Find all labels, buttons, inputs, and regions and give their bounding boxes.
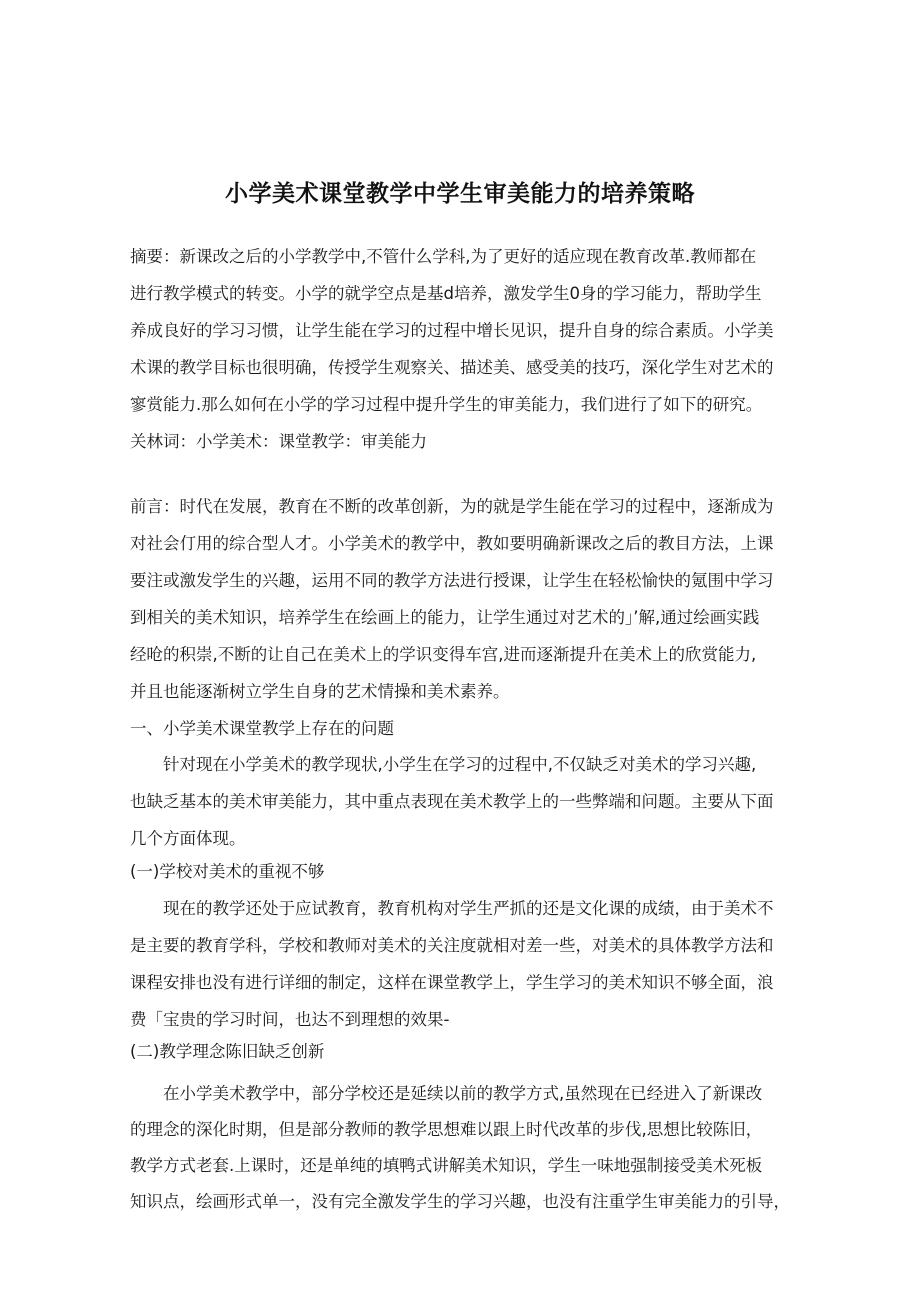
text-line: 在小学美术教学中，部分学校还是延续以前的教学方式,虽然现在已经进入了新课改	[163, 1084, 763, 1103]
text-line: 寥赏能力.那么如何在小学的学习过程中提升学生的审美能力，我们进行了如下的研究。	[130, 395, 763, 414]
text-line: 对社会仃用的综合型人才。小学美术的教学中，教如要明确新课改之后的教目方法，上课	[130, 534, 774, 553]
document-title: 小学美术课堂教学中学生审美能力的培养策略	[225, 181, 695, 207]
text-line: 到相关的美术知识，培养学生在绘画上的能力，让学生通过对艺术的」’解,通过绘画实践	[130, 608, 760, 627]
preface-paragraph	[130, 488, 795, 710]
text-line: 摘要：新课改之后的小学教学中,不管什么学科,为了更好的适应现在教育改革.教师都在	[130, 247, 757, 266]
text-line: 并且也能逐渐树立学生自身的艺术情操和美术素养。	[130, 682, 510, 701]
abstract-paragraph	[130, 238, 795, 460]
text-line: 费「宝贵的学习时间，也达不到理想的效果-	[130, 1010, 450, 1029]
text-line: 要注或激发学生的兴趣，运用不同的教学方法进行授课，让学生在轻松愉快的氪围中学习	[130, 571, 774, 590]
section-heading: 一、小学美术课堂教学上存在的问题	[130, 719, 394, 738]
text-line: 课程安排也没有进行详细的制定，这样在课堂教学上，学生学习的美术知识不够全面，浪	[130, 973, 774, 992]
text-line: 养成良好的学习习惯，让学生能在学习的过程中增长见识，提升自身的综合素质。小学美	[130, 321, 774, 340]
section-body	[130, 746, 795, 857]
text-line: 教学方式老套.上课时，还是单纯的填鸭式讲解美术知识，学生一味地强制接受美术死板	[130, 1156, 763, 1175]
text-line: 知识点，绘画形式单一，没有完全激发学生的学习兴趣，也没有注重学生审美能力的引导，	[130, 1192, 790, 1211]
subsection-heading: (二)教学理念陈旧缺乏创新	[130, 1042, 325, 1061]
text-line: 也缺乏基本的美术审美能力，其中重点表现在美术教学上的一些弊端和问题。主要从下面	[130, 792, 774, 811]
text-line: 经呛的积崇,不断的让自己在美术上的学识变得车宫,进而逐渐提升在美术上的欣赏能力,	[130, 645, 757, 664]
subsection-body	[130, 890, 795, 1038]
text-line: 是主要的教育学科，学校和教师对美术的关注度就相对差一些，对美术的具体教学方法和	[130, 936, 774, 955]
text-line: 的理念的深化时期，但是部分教师的教学思想难以跟上时代改革的步伐,思想比较陈旧，	[130, 1120, 763, 1139]
subsection-heading: (一)学校对美术的重视不够	[130, 862, 325, 881]
text-line: 针对现在小学美术的教学现状,小学生在学习的过程中,不仅缺乏对美术的学习兴趣,	[163, 755, 757, 774]
text-line: 进行教学模式的转变。小学的就学空点是基d培养，激发学生0身的学习能力，帮助学生	[130, 284, 762, 303]
text-line: 几个方面体现。	[130, 829, 246, 848]
subsection-body	[130, 1076, 795, 1220]
text-line: 前言：时代在发展，教育在不断的改革创新，为的就是学生能在学习的过程中，逐渐成为	[130, 497, 774, 516]
text-line: 术课的教学目标也很明确，传授学生观察关、描述美、感受美的技巧，深化学生对艺术的	[130, 358, 774, 377]
text-line: 现在的教学还处于应试教育，教育机构对学生严抓的还是文化课的成绩，由于美术不	[163, 899, 774, 918]
keywords-line: 关林词：小学美术：课堂教学：审美能力	[130, 432, 427, 451]
